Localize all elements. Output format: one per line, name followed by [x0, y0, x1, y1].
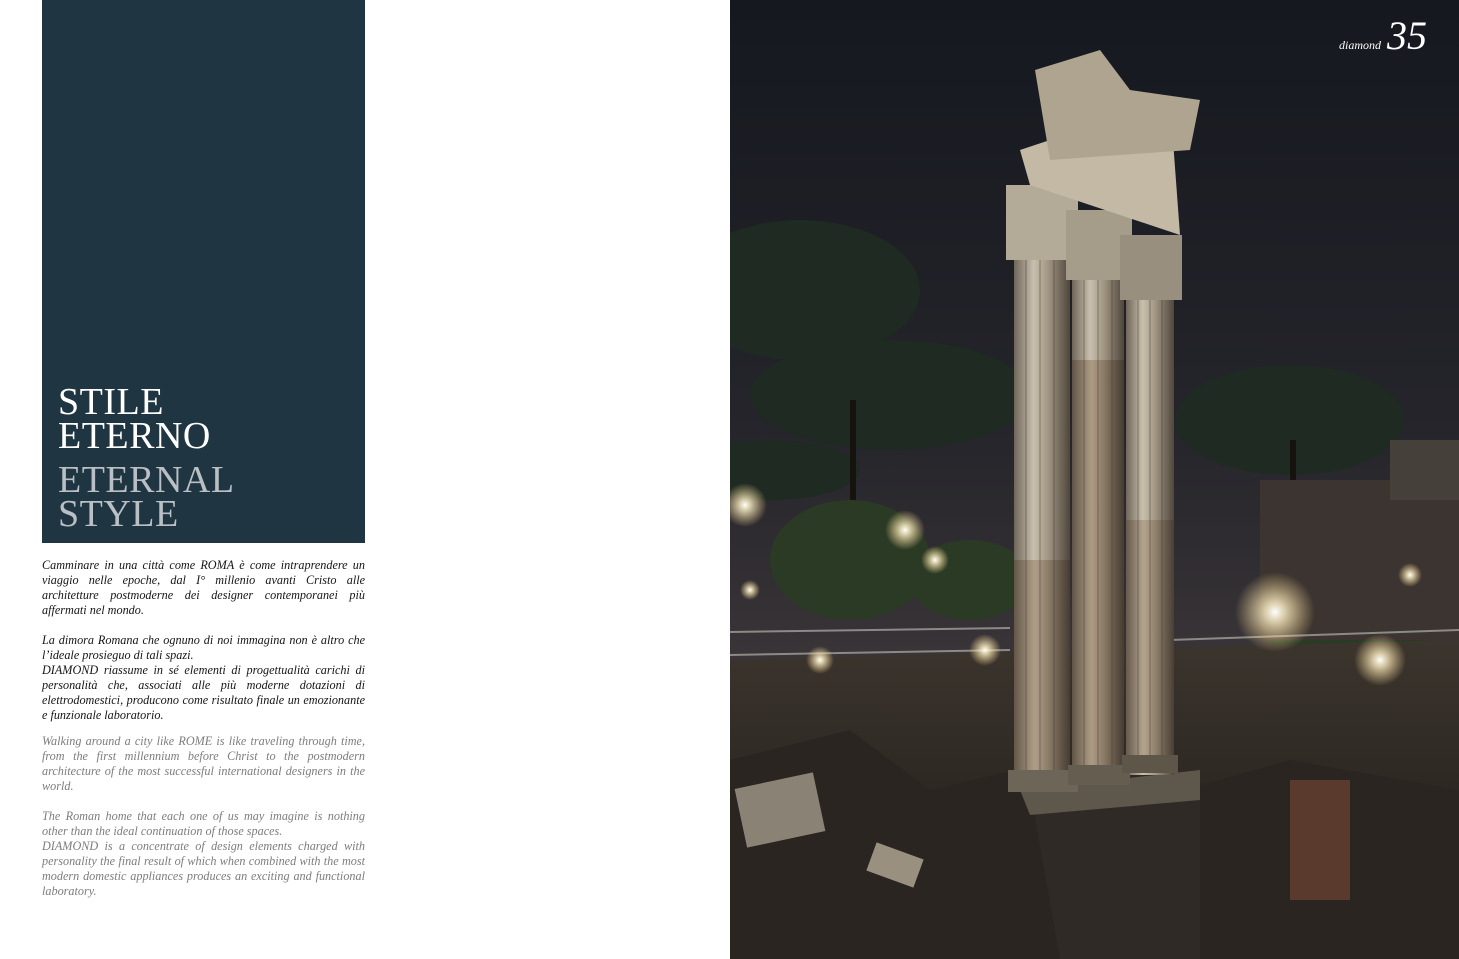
photo-illustration	[730, 0, 1459, 959]
body-italian	[42, 558, 365, 723]
paragraph-english-2: The Roman home that each one of us may imagine is nothing other than the ideal continuation of those spaces.	[42, 809, 365, 838]
paragraph-italian-1: Camminare in una città come ROMA è come intraprendere un viaggio nelle epoche, dal I° millenio avanti Cristo alle architetture postmoderne dei designer contemporanei più affermati nel mondo.	[42, 558, 365, 617]
title-english-line-2: STYLE	[58, 493, 179, 535]
title-english	[58, 459, 235, 535]
columns	[1006, 50, 1200, 792]
paragraph-english-1: Walking around a city like ROME is like traveling through time, from the first millennium before Christ to the postmodern architecture of the most successful international designers in the world.	[42, 734, 365, 793]
paragraph-english-3: DIAMOND is a concentrate of design elements charged with personality the final result of which when combined with the most modern domestic appliances produces an exciting and functional laboratory.	[42, 839, 365, 898]
page-number: 35	[1387, 13, 1427, 58]
title-italian	[58, 381, 211, 457]
title-block	[42, 0, 365, 543]
paragraph-italian-3: DIAMOND riassume in sé elementi di progettualità carichi di personalità che, associati alle più moderne dotazioni di elettrodomestici, producono come risultato finale un emozionante e funzionale laboratorio.	[42, 663, 365, 722]
page-label-word: diamond	[1339, 38, 1381, 52]
title-italian-line-1: STILE	[58, 381, 164, 423]
roman-columns-night-photo	[730, 0, 1459, 959]
page-label	[1339, 14, 1427, 58]
title-english-line-1: ETERNAL	[58, 459, 235, 501]
body-english	[42, 734, 365, 899]
paragraph-italian-2: La dimora Romana che ognuno di noi immagina non è altro che l’ideale prosieguo di tali spazi.	[42, 633, 365, 662]
title-italian-line-2: ETERNO	[58, 415, 211, 457]
